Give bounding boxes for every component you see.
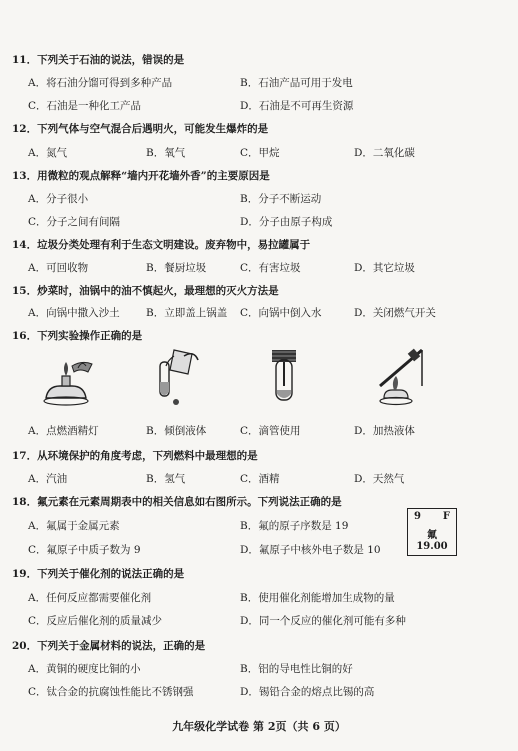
q14-option-a: A．可回收物 — [28, 262, 89, 274]
pouring-liquid-illustration — [148, 346, 208, 408]
q20-option-b: B．铝的导电性比铜的好 — [240, 663, 353, 675]
question-17-stem: 17．从环境保护的角度考虑，下列燃料中最理想的是 — [12, 450, 258, 462]
q17-option-d: D．天然气 — [354, 473, 405, 485]
q18-option-b: B．氟的原子序数是 19 — [240, 520, 349, 532]
question-15-stem: 15．炒菜时，油锅中的油不慎起火，最理想的灭火方法是 — [12, 285, 279, 297]
q17-option-a: A．汽油 — [28, 473, 68, 485]
element-name: 氟 — [427, 530, 437, 541]
q19-option-c: C．反应后催化剂的质量减少 — [28, 615, 163, 627]
q11-option-c: C．石油是一种化工产品 — [28, 100, 142, 112]
q13-option-a: A．分子很小 — [28, 193, 89, 205]
question-13-stem: 13．用微粒的观点解释“墙内开花墙外香”的主要原因是 — [12, 170, 270, 182]
q14-option-c: C．有害垃圾 — [240, 262, 301, 274]
q17-option-b: B．氢气 — [146, 473, 186, 485]
q13-option-c: C．分子之间有间隔 — [28, 216, 121, 228]
question-11-stem: 11．下列关于石油的说法，错误的是 — [12, 54, 185, 66]
q18-option-a: A．氟属于金属元素 — [28, 520, 120, 532]
q14-option-b: B．餐厨垃圾 — [146, 262, 207, 274]
q18-option-c: C．氟原子中质子数为 9 — [28, 544, 141, 556]
q19-option-b: B．使用催化剂能增加生成物的量 — [240, 592, 395, 604]
q20-option-c: C．钛合金的抗腐蚀性能比不锈钢强 — [28, 686, 194, 698]
q11-option-a: A．将石油分馏可得到多种产品 — [28, 77, 173, 89]
q16-option-a: A．点燃酒精灯 — [28, 425, 99, 437]
q12-option-b: B．氧气 — [146, 147, 186, 159]
q20-option-a: A．黄铜的硬度比铜的小 — [28, 663, 141, 675]
fluorine-element-card — [407, 508, 457, 556]
q12-option-a: A．氮气 — [28, 147, 68, 159]
q16-option-d: D．加热液体 — [354, 425, 415, 437]
q19-option-a: A．任何反应都需要催化剂 — [28, 592, 152, 604]
atomic-mass: 19.00 — [416, 541, 448, 552]
question-19-stem: 19．下列关于催化剂的说法正确的是 — [12, 568, 185, 580]
q15-option-d: D．关闭燃气开关 — [354, 307, 436, 319]
q12-option-d: D．二氧化碳 — [354, 147, 415, 159]
q18-option-d: D．氟原子中核外电子数是 10 — [240, 544, 381, 556]
page-footer: 九年级化学试卷 第 2页（共 6 页） — [172, 720, 346, 733]
q17-option-c: C．酒精 — [240, 473, 280, 485]
question-18-stem: 18．氟元素在元素周期表中的相关信息如右图所示。下列说法正确的是 — [12, 496, 342, 508]
q13-option-d: D．分子由原子构成 — [240, 216, 333, 228]
question-14-stem: 14．垃圾分类处理有利于生态文明建设。废弃物中，易拉罐属于 — [12, 239, 311, 251]
q11-option-d: D．石油是不可再生资源 — [240, 100, 354, 112]
q11-option-b: B．石油产品可用于发电 — [240, 77, 353, 89]
question-20-stem: 20．下列关于金属材料的说法，正确的是 — [12, 640, 206, 652]
q15-option-b: B．立即盖上锅盖 — [146, 307, 228, 319]
q12-option-c: C．甲烷 — [240, 147, 280, 159]
q16-option-c: C．滴管使用 — [240, 425, 301, 437]
element-symbol: F — [442, 511, 450, 522]
q13-option-b: B．分子不断运动 — [240, 193, 322, 205]
q20-option-d: D．锡铅合金的熔点比锡的高 — [240, 686, 375, 698]
q19-option-d: D．同一个反应的催化剂可能有多种 — [240, 615, 406, 627]
alcohol-lamp-lighting-illustration — [38, 346, 98, 408]
heating-liquid-illustration — [370, 346, 430, 408]
question-16-stem: 16．下列实验操作正确的是 — [12, 330, 143, 342]
q16-option-b: B．倾倒液体 — [146, 425, 207, 437]
q15-option-a: A．向锅中撒入沙土 — [28, 307, 120, 319]
atomic-number: 9 — [414, 511, 421, 522]
question-12-stem: 12．下列气体与空气混合后遇明火，可能发生爆炸的是 — [12, 123, 269, 135]
dropper-use-illustration — [258, 346, 318, 408]
q15-option-c: C．向锅中倒入水 — [240, 307, 322, 319]
q14-option-d: D．其它垃圾 — [354, 262, 415, 274]
